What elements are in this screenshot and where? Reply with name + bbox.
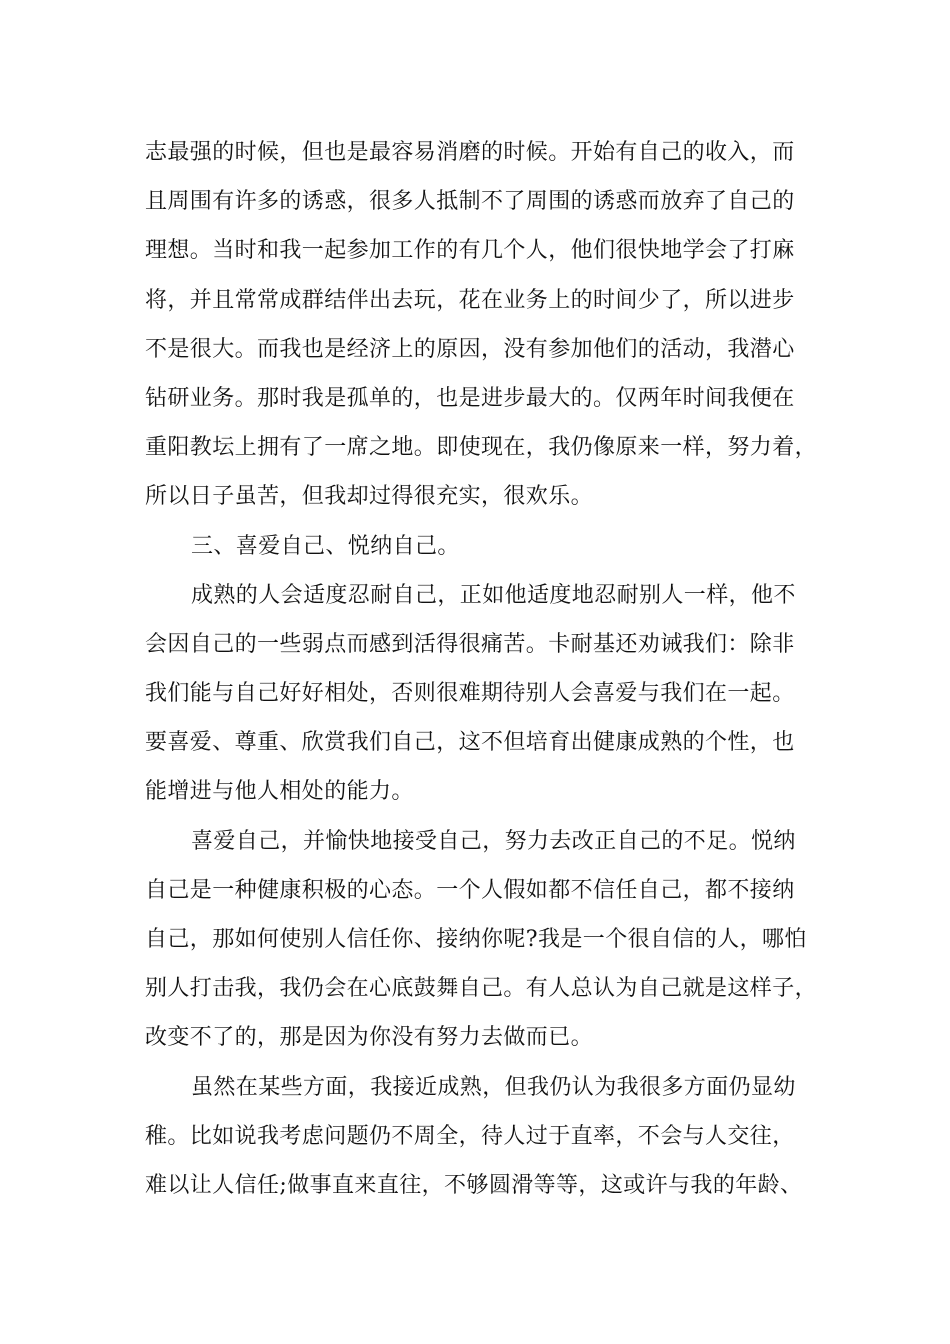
text-line: 所以日子虽苦，但我却过得很充实，很欢乐。 (145, 484, 594, 510)
text-line: 我们能与自己好好相处，否则很难期待别人会喜爱与我们在一起。 (145, 681, 795, 707)
section-heading-text: 三、喜爱自己、悦纳自己。 (191, 533, 460, 559)
text-line: 将，并且常常成群结伴出去玩，花在业务上的时间少了，所以进步 (145, 287, 795, 313)
text-line: 要喜爱、尊重、欣赏我们自己，这不但培育出健康成熟的个性，也 (145, 730, 795, 756)
paragraph-4 (145, 1063, 825, 1211)
text-line: 难以让人信任;做事直来直往，不够圆滑等等，这或许与我的年龄、 (145, 1172, 803, 1198)
paragraph-2 (145, 571, 825, 817)
text-line: 虽然在某些方面，我接近成熟，但我仍认为我很多方面仍显幼 (191, 1074, 796, 1100)
text-line: 且周围有许多的诱惑，很多人抵制不了周围的诱惑而放弃了自己的 (145, 189, 795, 215)
text-line: 不是很大。而我也是经济上的原因，没有参加他们的活动，我潜心 (145, 336, 795, 362)
text-line: 喜爱自己，并愉快地接受自己，努力去改正自己的不足。悦纳 (191, 828, 796, 854)
section-heading (145, 522, 825, 571)
text-line: 成熟的人会适度忍耐自己，正如他适度地忍耐别人一样，他不 (191, 582, 796, 608)
text-line: 能增进与他人相处的能力。 (145, 779, 414, 805)
text-line: 自己，那如何使别人信任你、接纳你呢?我是一个很自信的人，哪怕 (145, 927, 807, 952)
document-body (145, 128, 825, 1210)
text-line: 理想。当时和我一起参加工作的有几个人，他们很快地学会了打麻 (145, 238, 795, 264)
text-line: 会因自己的一些弱点而感到活得很痛苦。卡耐基还劝诫我们：除非 (145, 631, 795, 657)
text-line: 志最强的时候，但也是最容易消磨的时候。开始有自己的收入，而 (145, 140, 795, 165)
paragraph-1 (145, 128, 825, 522)
text-line: 别人打击我，我仍会在心底鼓舞自己。有人总认为自己就是这样子， (145, 976, 818, 1002)
text-line: 改变不了的，那是因为你没有努力去做而已。 (145, 1025, 594, 1051)
paragraph-3 (145, 817, 825, 1063)
text-line: 自己是一种健康积极的心态。一个人假如都不信任自己，都不接纳 (145, 877, 795, 903)
text-line: 稚。比如说我考虑问题仍不周全，待人过于直率，不会与人交往， (145, 1123, 795, 1149)
text-line: 钻研业务。那时我是孤单的，也是进步最大的。仅两年时间我便在 (145, 385, 795, 411)
text-line: 重阳教坛上拥有了一席之地。即使现在，我仍像原来一样，努力着， (145, 435, 818, 461)
